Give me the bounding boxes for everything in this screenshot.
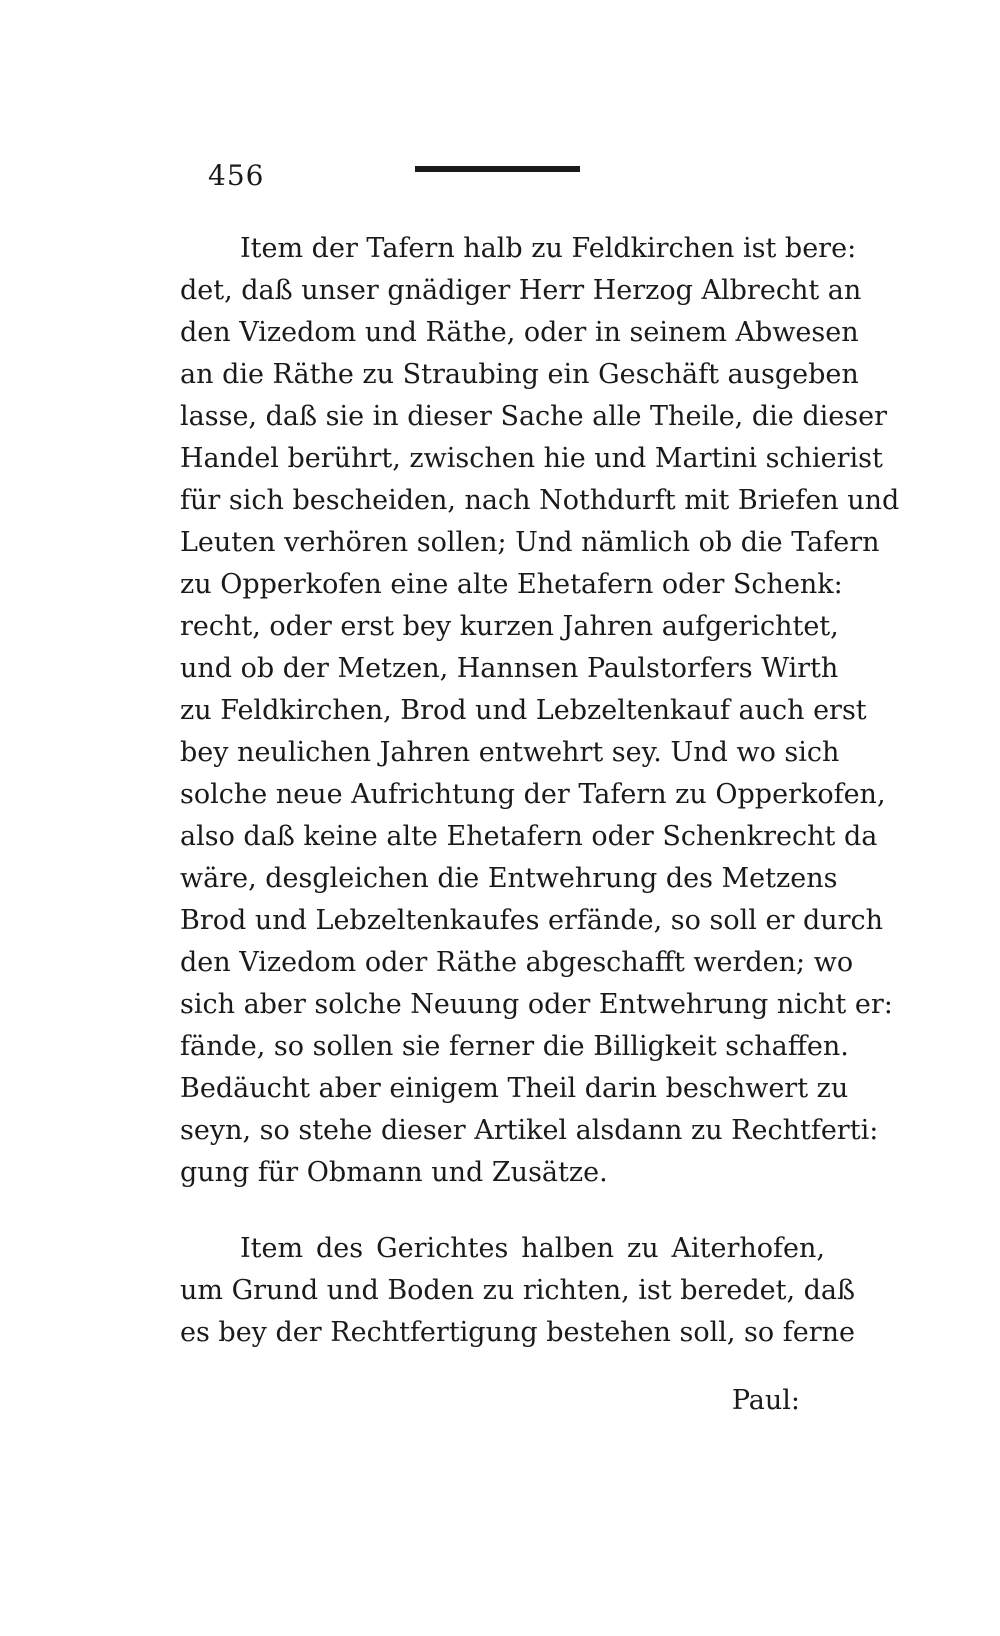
text-line: den Vizedom oder Räthe abgeschafft werden; wo xyxy=(180,947,854,978)
text-line: Bedäucht aber einigem Theil darin beschwert zu xyxy=(180,1073,849,1104)
text-line: sich aber solche Neuung oder Entwehrung nicht er: xyxy=(180,989,893,1020)
catchword: Paul: xyxy=(731,1385,800,1416)
text-line: zu Feldkirchen, Brod und Lebzeltenkauf auch erst xyxy=(180,695,867,726)
text-line: für sich bescheiden, nach Nothdurft mit Briefen und xyxy=(180,485,900,516)
text-line: lasse, daß sie in dieser Sache alle Theile, die dieser xyxy=(180,401,887,432)
text-line: det, daß unser gnädiger Herr Herzog Albrecht an xyxy=(180,275,862,306)
text-line: Brod und Lebzeltenkaufes erfände, so soll er durch xyxy=(180,905,884,936)
text-line: Item der Tafern halb zu Feldkirchen ist bere: xyxy=(240,233,857,264)
text-line: fände, so sollen sie ferner die Billigkeit schaffen. xyxy=(180,1031,849,1062)
header-rule xyxy=(415,166,580,172)
text-line: gung für Obmann und Zusätze. xyxy=(180,1157,608,1188)
paragraph-1 xyxy=(180,228,900,1194)
text-line: Leuten verhören sollen; Und nämlich ob die Tafern xyxy=(180,527,880,558)
text-line: recht, oder erst bey kurzen Jahren aufgerichtet, xyxy=(180,611,839,642)
text-line: bey neulichen Jahren entwehrt sey. Und wo sich xyxy=(180,737,840,768)
text-line: wäre, desgleichen die Entwehrung des Metzens xyxy=(180,863,838,894)
text-line: Handel berührt, zwischen hie und Martini schierist xyxy=(180,443,883,474)
page-number: 456 xyxy=(208,159,265,192)
text-line: den Vizedom und Räthe, oder in seinem Abwesen xyxy=(180,317,859,348)
text-line: und ob der Metzen, Hannsen Paulstorfers Wirth xyxy=(180,653,839,684)
text-line: zu Opperkofen eine alte Ehetafern oder Schenk: xyxy=(180,569,843,600)
paragraph-2 xyxy=(180,1228,856,1354)
text-line: solche neue Aufrichtung der Tafern zu Opperkofen, xyxy=(180,779,886,810)
text-line: Item des Gerichtes halben zu Aiterhofen, xyxy=(240,1233,825,1264)
text-line: um Grund und Boden zu richten, ist beredet, daß xyxy=(180,1275,856,1306)
text-line: es bey der Rechtfertigung bestehen soll, so ferne xyxy=(180,1317,855,1348)
text-line: an die Räthe zu Straubing ein Geschäft ausgeben xyxy=(180,359,859,390)
text-line: also daß keine alte Ehetafern oder Schenkrecht da xyxy=(180,821,878,852)
text-line: seyn, so stehe dieser Artikel alsdann zu Rechtferti: xyxy=(180,1115,879,1146)
